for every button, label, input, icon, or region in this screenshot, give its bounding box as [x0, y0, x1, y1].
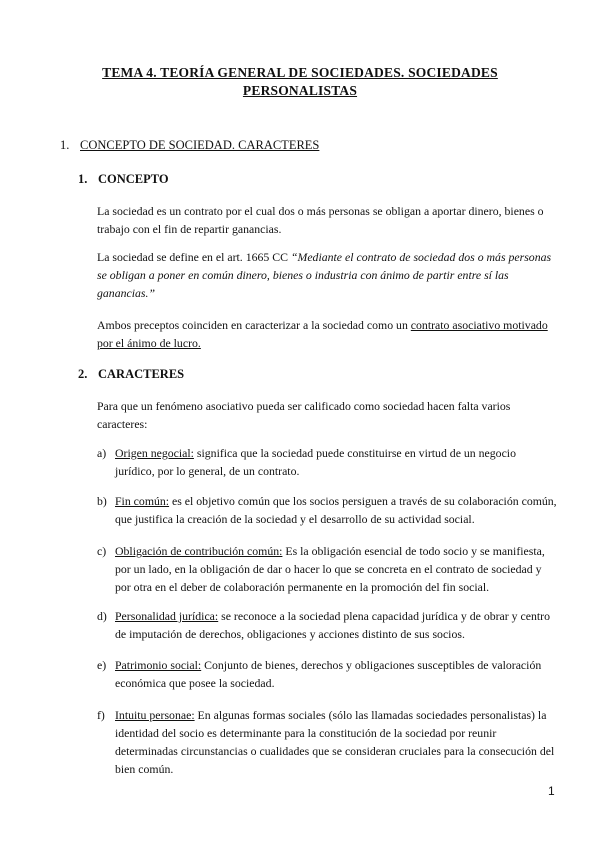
- list-term: Patrimonio social:: [115, 658, 202, 672]
- list-item: [97, 706, 557, 778]
- concepto-p3-underlined: contrato asociativo motivado por el ánimo de lucro.: [97, 318, 548, 350]
- list-item: [97, 607, 557, 643]
- caracteres-number: 2.: [78, 367, 88, 381]
- concepto-heading: [78, 171, 169, 187]
- list-marker: c): [97, 544, 107, 558]
- concepto-paragraph-2: [97, 248, 557, 302]
- concepto-label: CONCEPTO: [98, 172, 169, 186]
- page-number: 1: [548, 784, 555, 798]
- caracteres-intro: Para que un fenómeno asociativo pueda ser calificado como sociedad hacen falta varios caracteres:: [97, 399, 511, 431]
- list-item: [97, 492, 557, 528]
- title-line-2: PERSONALISTAS: [242, 83, 358, 98]
- concepto-p2-quote: “Mediante el contrato de sociedad dos o más personas se obligan a poner en común dinero, bienes o industria con ánimo de partir entre sí las ganancias.”: [97, 250, 552, 300]
- list-term: Obligación de contribución común:: [115, 544, 283, 558]
- concepto-p2-intro: La sociedad se define en el art. 1665 CC: [97, 250, 291, 264]
- list-marker: f): [97, 708, 105, 722]
- list-item: [97, 542, 557, 596]
- list-text: Conjunto de bienes, derechos y obligaciones susceptibles de valoración económica que posee la sociedad.: [115, 658, 542, 690]
- list-marker: e): [97, 658, 107, 672]
- list-text: significa que la sociedad puede constituirse en virtud de un negocio jurídico, por lo general, de un contrato.: [115, 446, 516, 478]
- concepto-number: 1.: [78, 172, 88, 186]
- concepto-paragraph-1: La sociedad es un contrato por el cual dos o más personas se obligan a aportar dinero, bienes o trabajo con el fin de repartir ganancias.: [97, 204, 544, 236]
- caracteres-label: CARACTERES: [98, 367, 185, 381]
- list-text: es el objetivo común que los socios persiguen a través de su colaboración común, que justifica la creación de la sociedad y el desarrollo de su actividad social.: [115, 494, 557, 526]
- list-text: En algunas formas sociales (sólo las llamadas sociedades personalistas) la identidad del socio es determinante para la constitución de la sociedad por reunir determinadas circunstancias o cualidades que se consideran cruciales para la consecución del bien común.: [115, 708, 555, 776]
- concepto-paragraph-3: [97, 316, 557, 352]
- list-item: [97, 656, 557, 692]
- caracteres-heading: [78, 366, 184, 382]
- list-marker: a): [97, 446, 107, 460]
- list-term: Origen negocial:: [115, 446, 194, 460]
- section-1-heading: [60, 137, 319, 153]
- title-line-1: TEMA 4. TEORÍA GENERAL DE SOCIEDADES. SOCIEDADES: [102, 65, 498, 80]
- list-marker: b): [97, 494, 107, 508]
- section-1-number: 1.: [60, 138, 70, 152]
- document-title: [60, 64, 540, 100]
- list-item: [97, 444, 557, 480]
- list-text: Es la obligación esencial de todo socio y se manifiesta, por un lado, en la obligación de dar o hacer lo que se concreta en el contrato de sociedad y por otra en el deber de colaboración permanente en la promoción del fin social.: [115, 544, 545, 594]
- concepto-p3-intro: Ambos preceptos coinciden en caracterizar a la sociedad como un: [97, 318, 411, 332]
- list-term: Personalidad jurídica:: [115, 609, 219, 623]
- list-term: Fin común:: [115, 494, 170, 508]
- list-term: Intuitu personae:: [115, 708, 195, 722]
- section-1-label: CONCEPTO DE SOCIEDAD. CARACTERES: [80, 138, 320, 152]
- list-text: se reconoce a la sociedad plena capacidad jurídica y de obrar y centro de imputación de derechos, obligaciones y acciones distinto de sus socios.: [115, 609, 550, 641]
- list-marker: d): [97, 609, 107, 623]
